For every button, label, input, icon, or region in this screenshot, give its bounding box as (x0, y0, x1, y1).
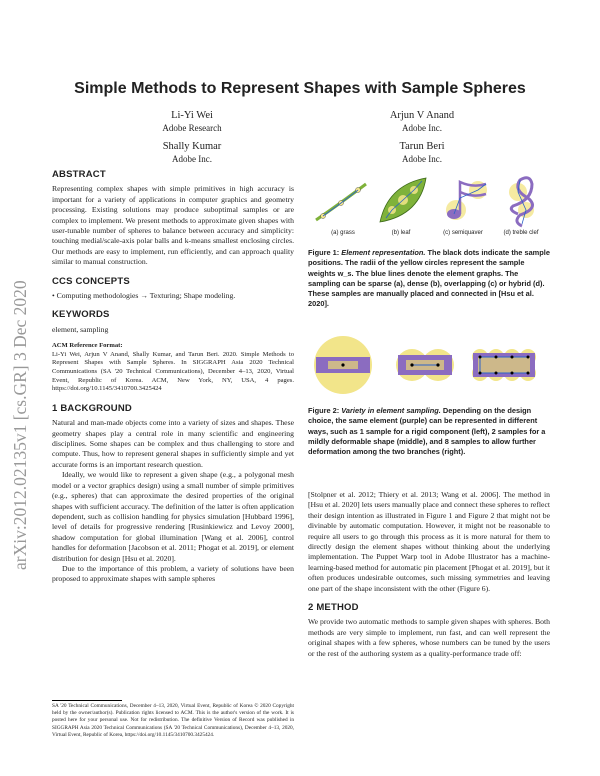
method-text: We provide two automatic methods to sample given shapes with spheres. Both methods are very simple to implement, run fast, and can well represent the original shapes with a few spheres, whose numbers can be tuned by the users or the rest of the authoring system as a quality-performance trade off: (308, 617, 550, 658)
figure-1-label-a: (a) grass (331, 230, 355, 236)
author-affiliation: Adobe Research (162, 123, 222, 133)
acm-ref-text: Li-Yi Wei, Arjun V Anand, Shally Kumar, and Tarun Beri. 2020. Simple Methods to Represent Shapes with Sample Spheres. In SIGGRAPH Asia 2020 Technical Communications (SA '20 Technical Communications), December 4–13, 2020, Virtual Event, Republic of Korea. ACM, New York, NY, USA, 4 pages. https://doi.org/10.1145/3410700.3425424 (52, 350, 294, 393)
figure-1-label-b: (b) leaf (391, 230, 411, 236)
figure-1-caption-title: Element representation. (341, 248, 426, 257)
figure-1-caption (308, 248, 550, 310)
footnote-rule (52, 700, 122, 701)
left-column (52, 170, 294, 585)
author-name: Arjun V Anand (389, 110, 455, 121)
figure-1 (308, 170, 550, 240)
method-heading: 2 METHOD (308, 602, 359, 614)
figure-2-caption (308, 406, 550, 457)
right-paragraph: [Stolpner et al. 2012; Thiery et al. 2013; Wang et al. 2006]. The method in [Hsu et al. 2020] lets users manually place and connect these spheres to reflect their design intention as illustrated in Figure 1 and Figure 2 that might not be divinable by automatic computation. However, it might not be reasonable to require all users to go through this process as it is more natural for them to directly design the element shapes without thinking about the underlying implementation. The Puppet Warp tool in Adobe Illustrator has a machine-learning-based method for automatic pin placement [Phogat et al. 2019], but it often produces undesirable outcomes, such missing symmetries and leaving one part of the shape inconsistent with the other (Figure 6). (308, 490, 550, 593)
abstract-text: Representing complex shapes with simple primitives in high accuracy is important for a variety of applications in computer graphics and geometry processing. Existing solutions may produce suboptimal samples or are complex to implement. We present methods to approximate given shapes with user-tunable number of spheres to balance between accuracy and simplicity: touching medial/scale-axis polar balls and k-means smallest enclosing circles. Our methods are easy to implement, run efficiently, and can approach quality similar to manual construction. (52, 184, 294, 267)
background-paragraph: Ideally, we would like to represent a given shape (e.g., a polygonal mesh model or a vector graphics design) using a small number of simple primitives (e.g., spheres) that can approximate the desired properties of the original shapes with sufficient accuracy. The definition of the latter is often application dependent, such as collision handling for physics simulation [Hubbard 1996], level of details for progressive rendering [Rusinkiewicz and Levoy 2000], shadow computation for global illumination [Wang et al. 2006], control handles for deformation [Jacobson et al. 2011; Phogat et al. 2019], or element distribution for design [Hsu et al. 2020]. (52, 470, 294, 563)
background-paragraph: Due to the importance of this problem, a variety of solutions have been proposed to approximate shapes with sample spheres (52, 563, 294, 584)
figure-1-label-c: (c) semiquaver (443, 230, 483, 236)
arxiv-stamp (2, 175, 36, 575)
ccs-text: • Computing methodologies → Texturing; Shape modeling. (52, 291, 236, 301)
figure-2-caption-title: Variety in element sampling. (341, 406, 441, 415)
abstract-heading: ABSTRACT (52, 169, 106, 180)
background-heading: 1 BACKGROUND (52, 402, 132, 414)
figure-2-eight-samples (472, 349, 536, 381)
background-paragraph: Natural and man-made objects come into a variety of sizes and shapes. These geometry shapes play a central role in many scientific and engineering disciplines. Some shapes can be complex and thus challenging to store and compute. Thus, how to represent general shapes in sufficiently simple and yet accurate forms is an important research question. (52, 418, 294, 469)
author-name: Tarun Beri (399, 141, 445, 152)
figure-2-caption-label: Figure 2: (308, 406, 340, 415)
figure-1-label-d: (d) treble clef (503, 230, 539, 236)
figure-2 (310, 335, 550, 395)
author-affiliation: Adobe Inc. (402, 123, 442, 133)
author-name: Li-Yi Wei (171, 110, 213, 121)
author-block (342, 141, 502, 165)
figure-2-graphic (310, 335, 550, 395)
keywords-text: element, sampling (52, 324, 109, 334)
paper-title: Simple Methods to Represent Shapes with Sample Spheres (74, 80, 526, 97)
author-block (342, 110, 502, 134)
author-block (112, 141, 272, 165)
acm-ref-heading: ACM Reference Format: (52, 342, 123, 350)
arxiv-id: arXiv:2012.02135v1 [cs.GR] 3 Dec 2020 (10, 280, 30, 570)
ccs-heading: CCS CONCEPTS (52, 275, 130, 287)
figure-1-caption-text: The black dots indicate the sample positions. The radii of the yellow circles represent the sample weights w_s. The blue lines denote the element graphs. The sampling can be sparse (a), dense (b), overlapping (c) or hybrid (d). These samples are manually placed and connected in [Hsu et al. 2020]. (308, 248, 550, 309)
author-affiliation: Adobe Inc. (402, 154, 442, 164)
figure-2-two-samples (396, 349, 454, 381)
figure-2-caption-text: Depending on the design choice, the same element (purple) can be represented in different ways, such as 1 sample for a rigid component (left), 2 samples for a mildly deformable shape (middle), and 8 samples to allow further deformation among the two branches (right). (308, 406, 546, 457)
footnote: SA '20 Technical Communications, December 4–13, 2020, Virtual Event, Republic of Korea © 2020 Copyright held by the owner/author(s). Publication rights licensed to ACM. This is the author's version of the work. It is posted here for your personal use. Not for redistribution. The definitive Version of Record was published in SIGGRAPH Asia 2020 Technical Communications (SA '20 Technical Communications), December 4–13, 2020, Virtual Event, Republic of Korea, https://doi.org/10.1145/3410700.3425424. (52, 703, 294, 738)
right-column (308, 490, 550, 659)
author-affiliation: Adobe Inc. (172, 154, 212, 164)
grass-element (316, 184, 366, 220)
treble-clef-element (509, 178, 534, 226)
author-name: Shally Kumar (162, 141, 222, 152)
keywords-heading: KEYWORDS (52, 309, 110, 321)
figure-1-caption-label: Figure 1: (308, 248, 340, 257)
figure-2-one-sample (314, 336, 372, 394)
leaf-element (380, 178, 426, 222)
semiquaver-element (446, 181, 487, 220)
author-block (112, 110, 272, 134)
figure-1-graphic (308, 170, 550, 232)
